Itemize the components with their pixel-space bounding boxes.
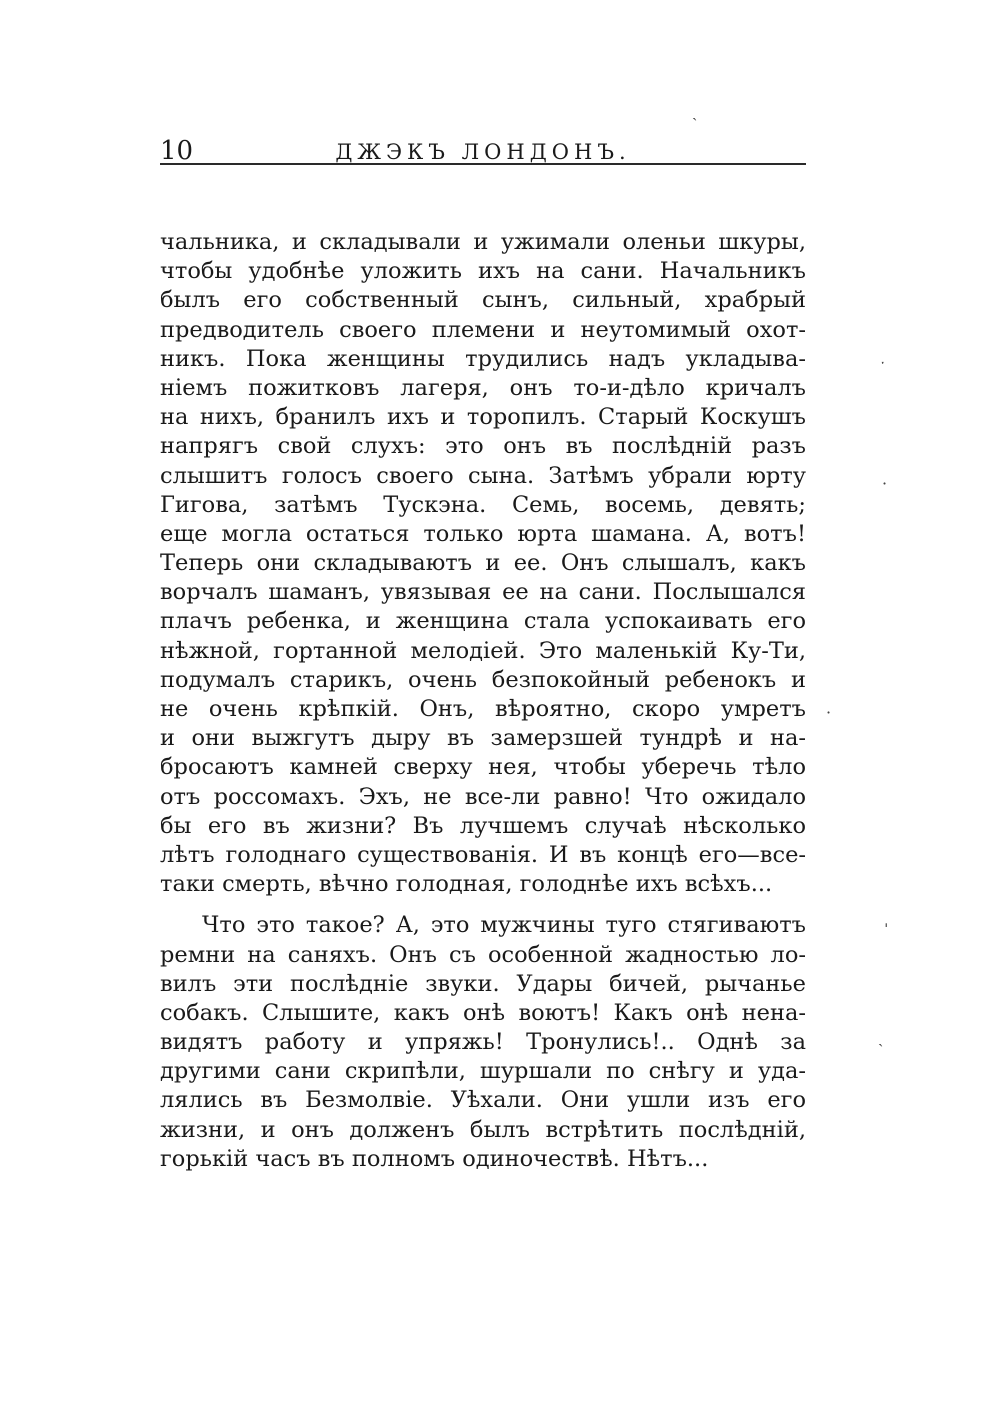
text-line: и они выжгутъ дыру въ замерзшей тундрѣ и на- (160, 725, 806, 752)
text-line: отъ россомахъ. Эхъ, не все-ли равно! Что ожидало (160, 783, 806, 810)
text-line: былъ его собственный сынъ, сильный, храбрый (160, 287, 806, 314)
text-line: не очень крѣпкій. Онъ, вѣроятно, скоро умретъ (160, 696, 806, 722)
text-line: чтобы удобнѣе уложить ихъ на сани. Начальникъ (160, 258, 806, 285)
text-line: чальника, и складывали и ужимали оленьи шкуры, (160, 229, 806, 255)
running-head (160, 130, 806, 166)
text-line: лялись въ Безмолвіе. Уѣхали. Они ушли изъ его (160, 1087, 806, 1114)
text-line: нѣжной, гортанной мелодіей. Это маленькій Ку-Ти, (160, 637, 806, 664)
text-line: другими сани скрипѣли, шуршали по снѣгу и уда- (160, 1058, 806, 1085)
text-line: на нихъ, бранилъ ихъ и торопилъ. Старый Коскушъ (160, 404, 806, 431)
scan-speck: ˑ (880, 354, 886, 373)
text-line: ремни на саняхъ. Онъ съ особенной жадностью ло- (160, 941, 806, 968)
scan-speck: · (826, 703, 832, 722)
text-line: видятъ работу и упряжь! Тронулись!.. Однѣ за (160, 1029, 806, 1056)
text-line: бы его въ жизни? Въ лучшемъ случаѣ нѣсколько (160, 812, 806, 839)
text-line: еще могла остаться только юрта шамана. А, вотъ! (160, 520, 806, 547)
text-line: жизни, и онъ долженъ былъ встрѣтить послѣдній, (160, 1116, 806, 1143)
running-title: ДЖЭКЪ ЛОНДОНЪ. (335, 140, 631, 164)
text-line: слышитъ голосъ своего сына. Затѣмъ убрали юрту (160, 462, 806, 489)
text-line: таки смерть, вѣчно голодная, голоднѣе ихъ всѣхъ... (160, 871, 773, 898)
text-line: ворчалъ шаманъ, увязывая ее на сани. Послышался (160, 579, 806, 606)
text-line: плачъ ребенка, и женщина стала успокаивать его (160, 608, 806, 635)
paragraph-2 (160, 911, 806, 1174)
text-line: вилъ эти послѣдніе звуки. Удары бичей, рычанье (160, 970, 806, 997)
text-line: ніемъ пожитковъ лагеря, онъ то-и-дѣло кричалъ (160, 374, 806, 401)
text-line: подумалъ старикъ, очень безпокойный ребенокъ и (160, 666, 806, 693)
text-line: лѣтъ голоднаго существованія. И въ концѣ его—все- (160, 841, 806, 868)
scan-speck: ˎ (692, 102, 698, 121)
text-line: никъ. Пока женщины трудились надъ укладыва- (160, 345, 806, 372)
text-line: горькій часъ въ полномъ одиночествѣ. Нѣтъ... (160, 1145, 709, 1172)
text-line: Теперь они складываютъ и ее. Онъ слышалъ, какъ (160, 550, 806, 577)
page-number: 10 (160, 136, 194, 166)
text-line: бросаютъ камней сверху нея, чтобы уберечь тѣло (160, 754, 806, 781)
body-text (160, 228, 806, 1174)
text-line: предводитель своего племени и неутомимый охот- (160, 316, 806, 343)
paragraph-gap (160, 899, 806, 911)
paragraph-1 (160, 228, 806, 899)
header-rule (160, 163, 806, 165)
text-line: собакъ. Слышите, какъ онѣ воютъ! Какъ онѣ нена- (160, 999, 806, 1026)
text-line: Что это такое? А, это мужчины туго стягиваютъ (202, 912, 806, 939)
text-line: напрягъ свой слухъ: это онъ въ послѣдній разъ (160, 433, 806, 460)
scan-speck: ˏ (878, 1028, 884, 1047)
scan-speck: ˌ (884, 910, 889, 929)
scan-speck: · (882, 474, 888, 493)
text-line: Гигова, затѣмъ Тускэна. Семь, восемь, девять; (160, 491, 806, 518)
